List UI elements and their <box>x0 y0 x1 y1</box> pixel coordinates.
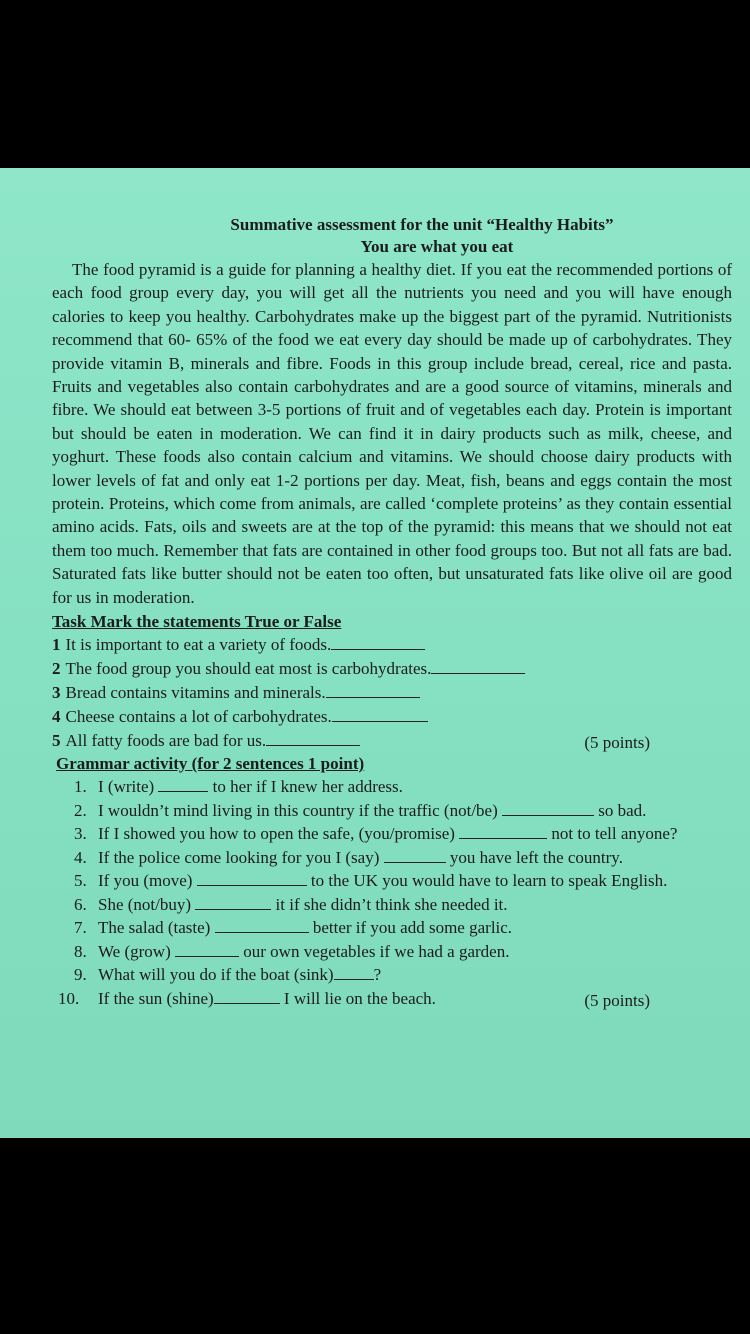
answer-blank[interactable] <box>331 635 425 650</box>
grammar-points: (5 points) <box>584 990 650 1010</box>
answer-blank[interactable] <box>334 965 374 980</box>
grammar-prompt: The salad (taste) <box>98 918 211 938</box>
grammar-item-10 <box>52 987 732 1011</box>
grammar-prompt: If the police come looking for you I (say) <box>98 847 380 867</box>
grammar-prompt: What will you do if the boat (sink) <box>98 965 334 985</box>
grammar-item-6 <box>52 893 732 917</box>
worksheet-content <box>0 168 750 1010</box>
answer-blank[interactable] <box>266 731 360 746</box>
grammar-prompt: She (not/buy) <box>98 894 192 914</box>
tf-number: 5 <box>52 731 61 751</box>
grammar-number: 1. <box>74 777 87 797</box>
tf-item-3 <box>52 681 732 705</box>
answer-blank[interactable] <box>215 918 309 933</box>
task-points: (5 points) <box>584 733 650 753</box>
tf-item-4 <box>52 705 732 729</box>
grammar-number: 2. <box>74 800 87 820</box>
tf-number: 1 <box>52 635 61 655</box>
grammar-continuation: ? <box>373 965 382 985</box>
grammar-prompt: I wouldn’t mind living in this country if the traffic (not/be) <box>98 800 498 820</box>
grammar-list <box>52 775 732 1010</box>
grammar-prompt: We (grow) <box>98 941 171 961</box>
answer-blank[interactable] <box>214 989 280 1004</box>
grammar-continuation: to her if I knew her address. <box>212 777 403 797</box>
grammar-number: 3. <box>74 824 87 844</box>
grammar-item-8 <box>52 940 732 964</box>
answer-blank[interactable] <box>175 942 239 957</box>
grammar-number: 9. <box>74 965 87 985</box>
tf-statement: Bread contains vitamins and minerals. <box>65 683 326 703</box>
grammar-item-4 <box>52 846 732 870</box>
task-heading: Task Mark the statements True or False <box>52 612 342 632</box>
tf-number: 3 <box>52 683 61 703</box>
tf-statement: Cheese contains a lot of carbohydrates. <box>65 707 332 727</box>
answer-blank[interactable] <box>326 683 420 698</box>
true-false-list <box>52 633 732 753</box>
reading-passage: The food pyramid is a guide for planning a healthy diet. If you eat the recommended portions of each food group every day, you will get all the nutrients you need and you will have enough calories to keep you healthy. Carbohydrates make up the biggest part of the pyramid. Nutritionists recommend that 60- 65% of the food we eat every day should be made up of carbohydrates. They provide vitamin B, minerals and fibre. Foods in this group include bread, cereal, rice and pasta. Fruits and vegetables also contain carbohydrates and are a good source of vitamins, minerals and fibre. We should eat between 3-5 portions of fruit and of vegetables each day. Protein is important but should be eaten in moderation. We can find it in dairy products such as milk, cheese, and yoghurt. These foods also contain calcium and vitamins. We should choose dairy products with lower levels of fat and only eat 1-2 portions per day. Meat, fish, beans and eggs contain the most protein. Proteins, which come from animals, are called ‘complete proteins’ as they contain essential amino acids. Fats, oils and sweets are at the top of the pyramid: this means that we should not eat them too much. Remember that fats are contained in other food groups too. But not all fats are bad. Saturated fats like butter should not be eaten too often, but unsaturated fats like olive oil are good for us in moderation. <box>52 260 732 607</box>
grammar-prompt: If you (move) <box>98 871 193 891</box>
grammar-item-2 <box>52 799 732 823</box>
grammar-prompt: If the sun (shine) <box>98 988 214 1008</box>
answer-blank[interactable] <box>384 848 446 863</box>
grammar-number: 7. <box>74 918 87 938</box>
grammar-continuation: not to tell anyone? <box>551 824 678 844</box>
page-title: Summative assessment for the unit “Healthy Habits” <box>230 215 614 234</box>
grammar-continuation: better if you add some garlic. <box>312 918 513 938</box>
tf-number: 2 <box>52 659 61 679</box>
grammar-number: 6. <box>74 894 87 914</box>
answer-blank[interactable] <box>158 777 208 792</box>
tf-item-2 <box>52 657 732 681</box>
tf-item-5 <box>52 729 732 753</box>
grammar-continuation: our own vegetables if we had a garden. <box>243 941 510 961</box>
worksheet-page <box>0 168 750 1138</box>
grammar-item-1 <box>52 775 732 799</box>
answer-blank[interactable] <box>332 707 428 722</box>
grammar-number: 10. <box>58 988 80 1008</box>
grammar-continuation: so bad. <box>598 800 647 820</box>
tf-number: 4 <box>52 707 61 727</box>
page-subtitle: You are what you eat <box>360 237 514 256</box>
grammar-continuation: it if she didn’t think she needed it. <box>275 894 508 914</box>
grammar-item-5 <box>52 869 732 893</box>
tf-statement: The food group you should eat most is carbohydrates. <box>65 659 432 679</box>
tf-statement: It is important to eat a variety of foods. <box>65 635 332 655</box>
grammar-number: 5. <box>74 871 87 891</box>
answer-blank[interactable] <box>502 801 594 816</box>
grammar-prompt: If I showed you how to open the safe, (you/promise) <box>98 824 455 844</box>
grammar-number: 4. <box>74 847 87 867</box>
grammar-continuation: you have left the country. <box>449 847 623 867</box>
grammar-prompt: I (write) <box>98 777 155 797</box>
grammar-item-9 <box>52 963 732 987</box>
answer-blank[interactable] <box>195 895 271 910</box>
grammar-item-3 <box>52 822 732 846</box>
grammar-item-7 <box>52 916 732 940</box>
tf-statement: All fatty foods are bad for us. <box>65 731 267 751</box>
grammar-continuation: to the UK you would have to learn to speak English. <box>310 871 668 891</box>
grammar-number: 8. <box>74 941 87 961</box>
tf-item-1 <box>52 633 732 657</box>
grammar-continuation: I will lie on the beach. <box>283 988 436 1008</box>
answer-blank[interactable] <box>431 659 525 674</box>
answer-blank[interactable] <box>459 824 547 839</box>
grammar-heading: Grammar activity (for 2 sentences 1 point) <box>56 754 365 774</box>
answer-blank[interactable] <box>197 871 307 886</box>
